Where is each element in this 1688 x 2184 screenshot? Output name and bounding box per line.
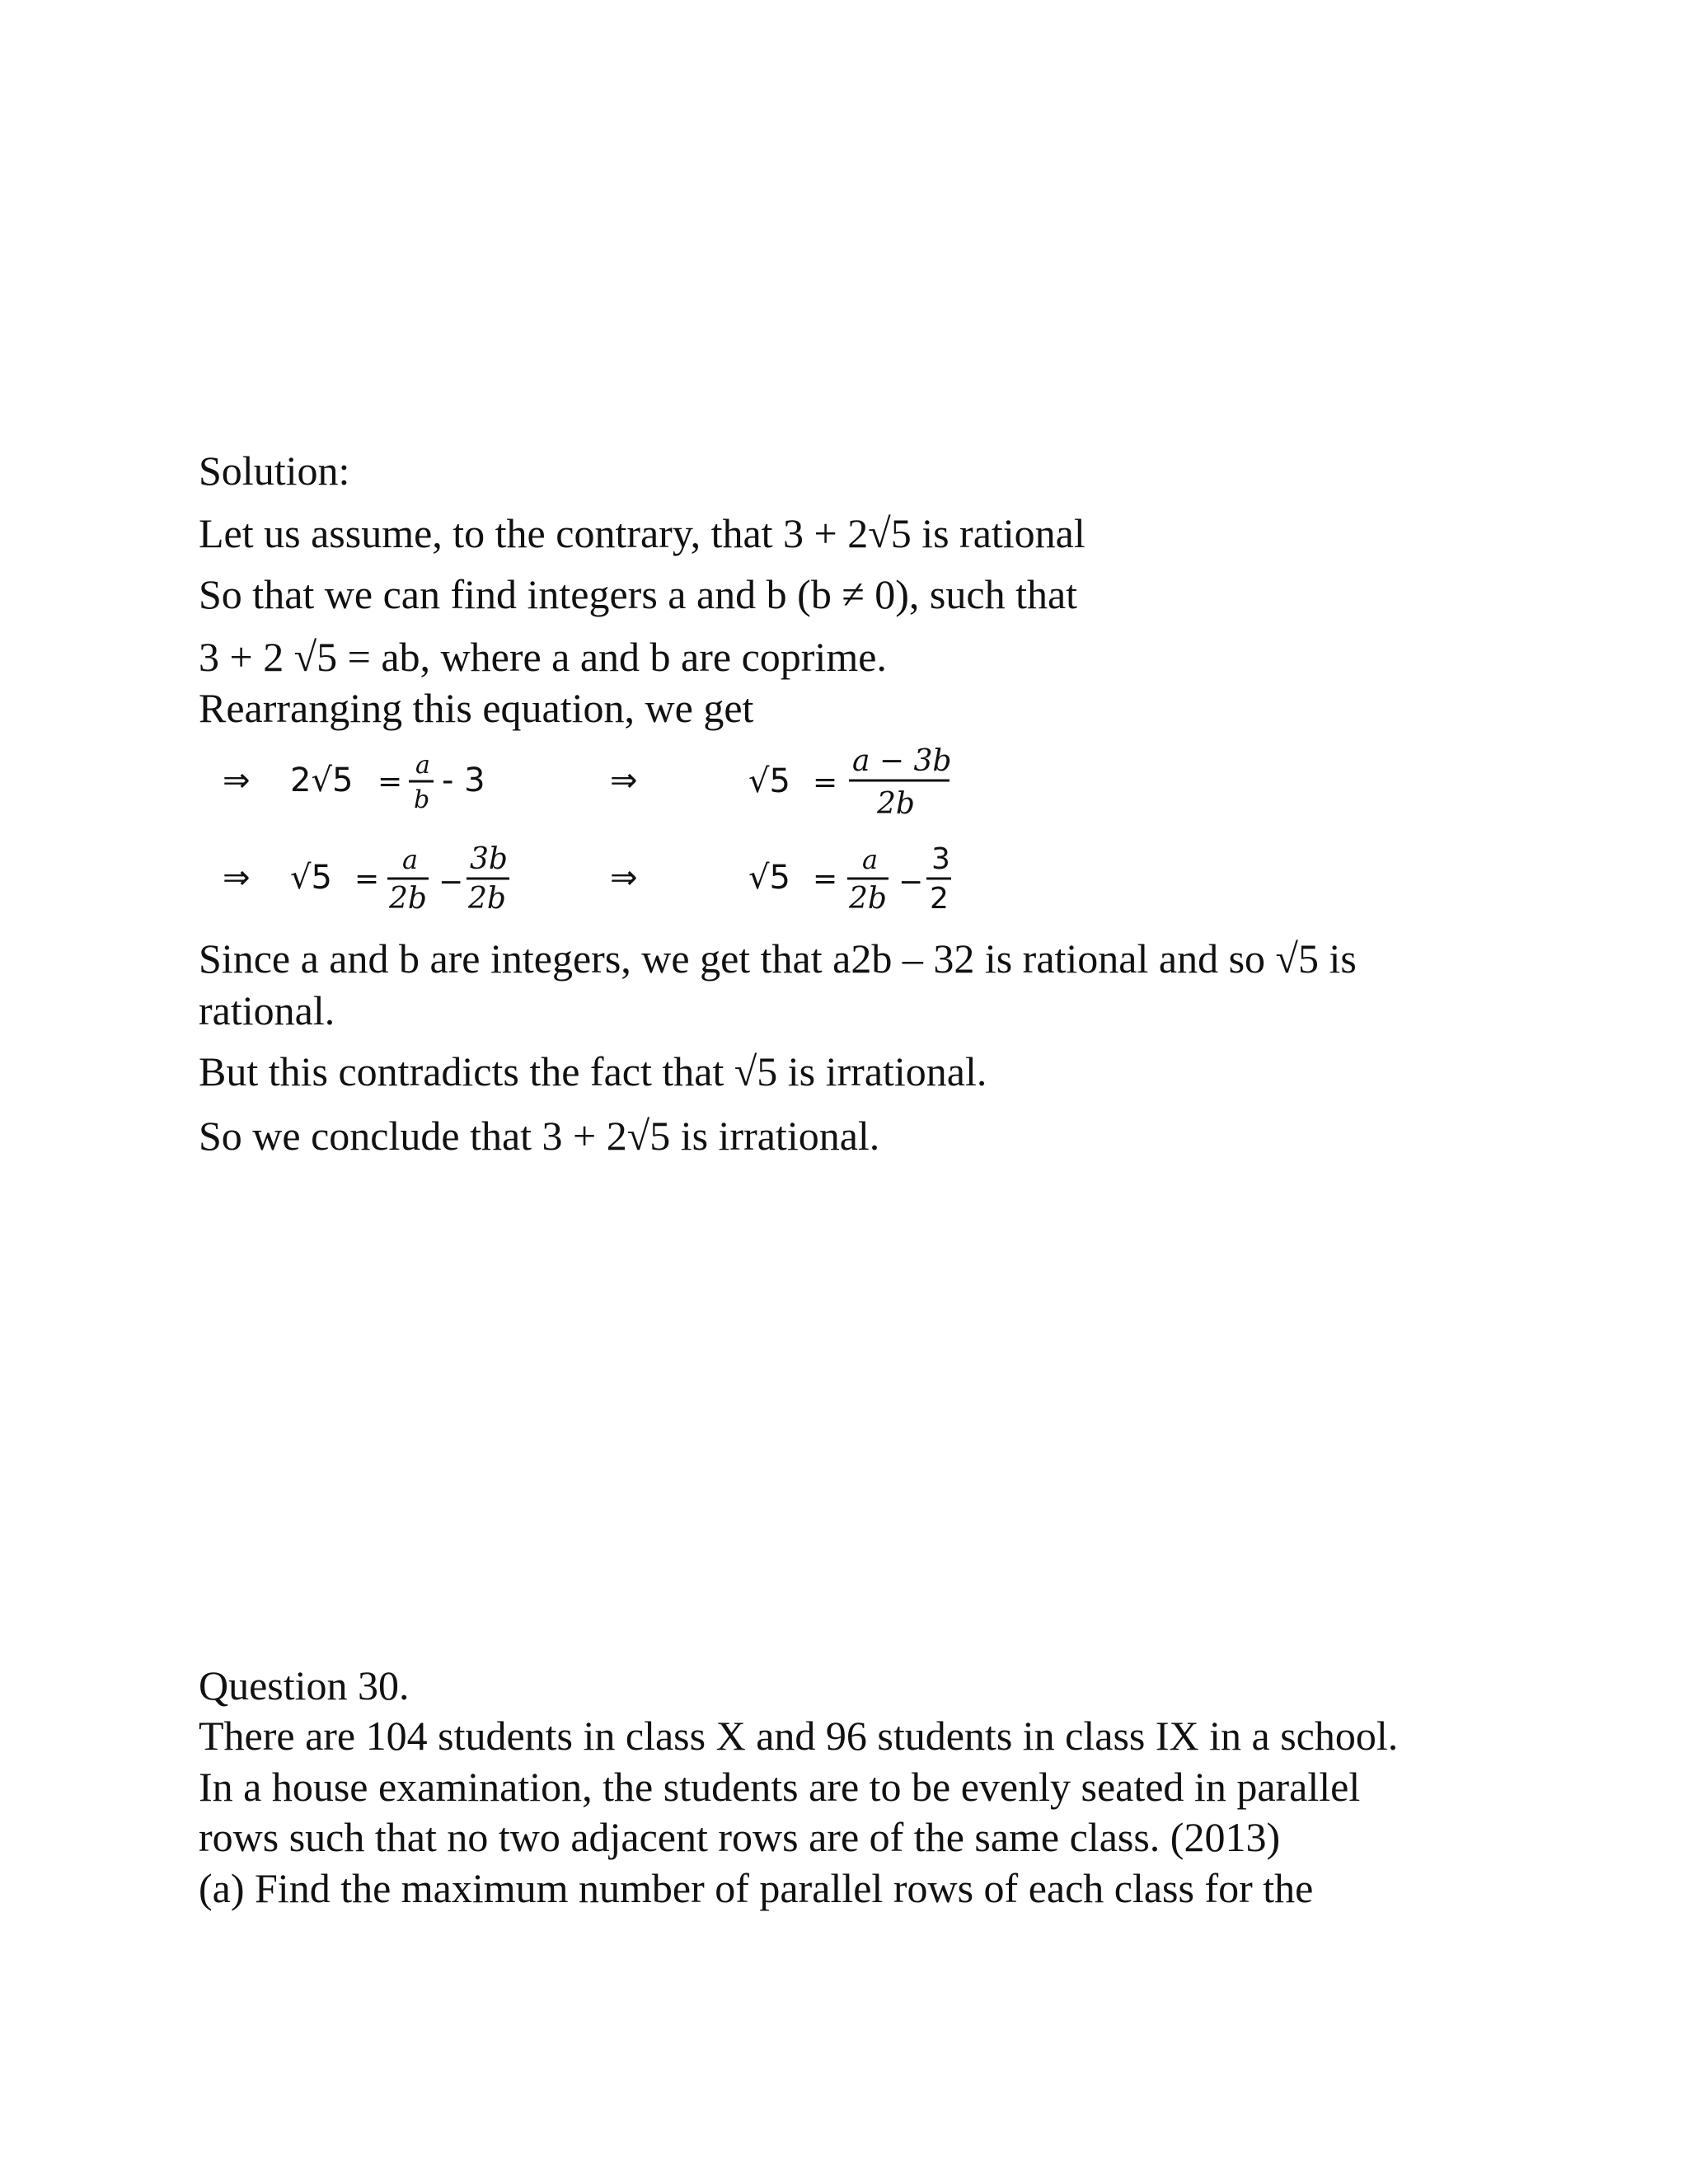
fraction-denominator-2: 2 (930, 882, 949, 916)
fraction-denominator-2: 2b (468, 882, 506, 916)
question-line-1: There are 104 students in class X and 96 students in class IX in a school. (199, 1713, 1399, 1759)
equation-row2-arrow (610, 832, 668, 923)
equation-lhs: √5 (290, 859, 332, 897)
solution-line-4: Rearranging this equation, we get (199, 685, 754, 731)
equation-row2-right (748, 832, 963, 923)
solution-line-3: 3 + 2 √5 = ab, where a and b are coprime. (199, 634, 887, 680)
implies-arrow: ⇒ (223, 762, 251, 799)
fraction-denominator-1: 2b (849, 882, 887, 916)
equation-row2-left (223, 832, 536, 923)
equation-lhs: √5 (748, 762, 790, 800)
solution-line-1: Let us assume, to the contrary, that 3 + 2√5 is rational (199, 510, 1085, 556)
fraction-numerator-2: 3b (470, 842, 508, 876)
fraction-numerator: a (415, 751, 430, 780)
conclusion-line-2: rational. (199, 987, 335, 1033)
minus-sign: − (898, 865, 924, 899)
fraction-denominator: 2b (877, 787, 915, 821)
equation-lhs: 2√5 (290, 762, 354, 799)
equals-sign: = (813, 766, 838, 799)
fraction-numerator-2: 3 (931, 842, 950, 876)
implies-arrow: ⇒ (223, 859, 251, 897)
implies-arrow: ⇒ (610, 762, 638, 799)
fraction-denominator: b (414, 785, 430, 814)
minus-sign: − (438, 865, 464, 899)
implies-arrow: ⇒ (610, 859, 638, 897)
question-line-4: (a) Find the maximum number of parallel rows of each class for the (199, 1865, 1314, 1911)
question-line-3: rows such that no two adjacent rows are of the same class. (2013) (199, 1814, 1281, 1860)
conclusion-line-4: So we conclude that 3 + 2√5 is irrational. (199, 1113, 880, 1159)
equation-row1-arrow (610, 742, 668, 816)
question-line-2: In a house examination, the students are to be evenly seated in parallel (199, 1764, 1361, 1810)
fraction-numerator-1: a (862, 844, 879, 875)
equation-row1-right (748, 738, 963, 820)
equals-sign: = (377, 765, 403, 799)
fraction-numerator-1: a (402, 844, 419, 875)
equals-sign: = (813, 862, 838, 896)
fraction-denominator-1: 2b (389, 882, 427, 916)
conclusion-line-3: But this contradicts the fact that √5 is irrational. (199, 1048, 987, 1094)
equation-lhs: √5 (748, 859, 790, 897)
solution-line-2: So that we can find integers a and b (b ≠ 0), such that (199, 571, 1078, 617)
equation-row1-left (223, 742, 519, 816)
conclusion-line-1: Since a and b are integers, we get that a2b – 32 is rational and so √5 is (199, 935, 1357, 982)
solution-heading: Solution: (199, 448, 350, 494)
fraction-numerator: a − 3b (852, 744, 952, 778)
equals-sign: = (354, 862, 380, 896)
equation-rest: - 3 (442, 762, 485, 799)
question-heading: Question 30. (199, 1662, 410, 1708)
